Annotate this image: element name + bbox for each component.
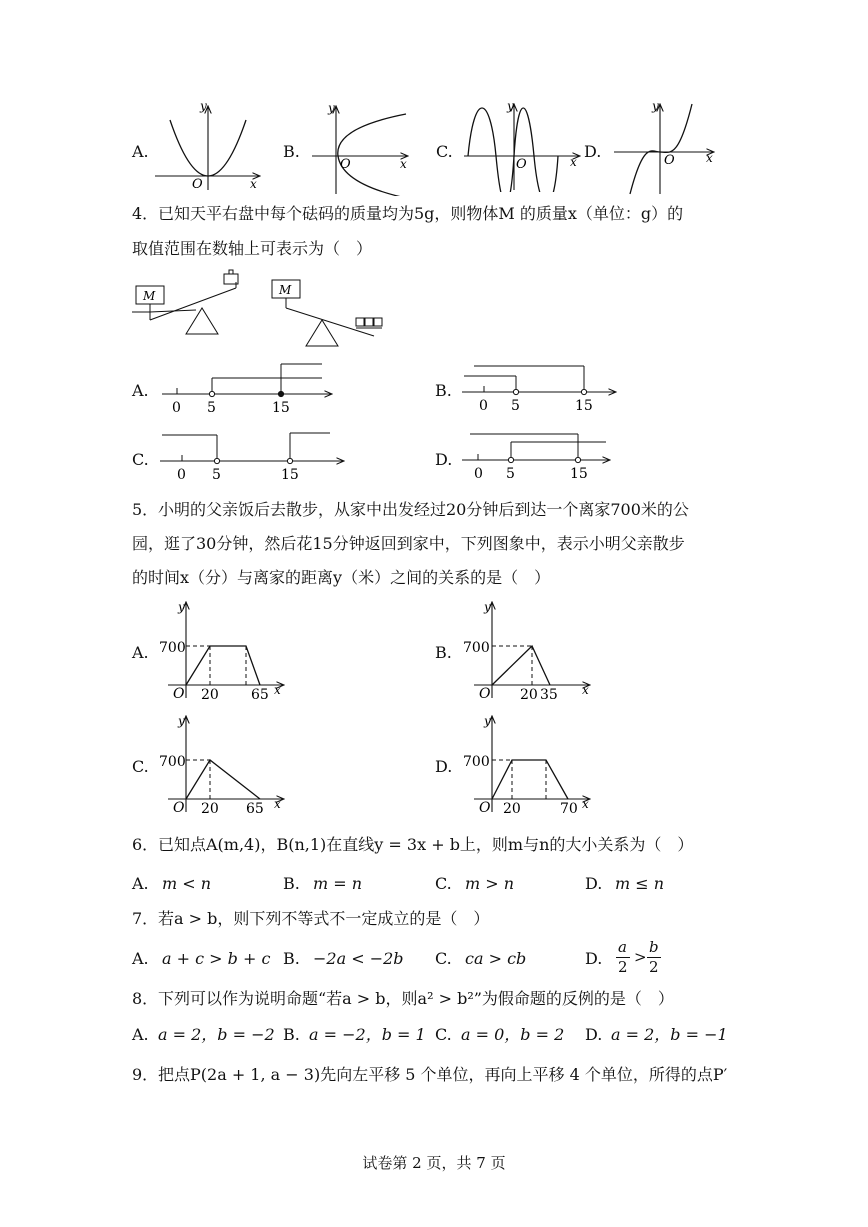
q9-stem: 把点P(2a + 1, a − 3)先向左平移 5 个单位，再向上平移 4 个单位，所得的点P′ [158, 1065, 728, 1084]
q4-d-tick-5: 5 [506, 466, 515, 482]
q5-d-y: y [484, 714, 491, 728]
q5-b-x: x [582, 683, 589, 697]
q5-a-700: 700 [159, 640, 186, 656]
q5-b-y: y [484, 600, 491, 614]
q7-d-num-a: a [618, 938, 627, 956]
q5-b-origin: O [479, 686, 491, 702]
q3-a-y-label: y [200, 100, 207, 113]
q5-graph-a [156, 598, 296, 703]
page-footer: 试卷第 2 页，共 7 页 [362, 1154, 506, 1172]
q5-graph-c [156, 712, 296, 817]
q3-d-y-label: y [652, 100, 659, 113]
q5-graph-b [460, 598, 600, 703]
q7-option-a-text: a + c > b + c [162, 949, 271, 968]
q7-number: 7． [132, 909, 159, 928]
q4-numberline-a [160, 358, 340, 418]
q4-b-tick-5: 5 [511, 398, 520, 414]
q4-c-tick-0: 0 [177, 467, 186, 483]
q8-option-b-letter: B. [283, 1025, 300, 1044]
q4-number: 4． [132, 204, 159, 223]
q3-b-x-label: x [400, 157, 407, 171]
q5-stem-line2: 园，逛了30分钟，然后花15分钟返回到家中，下列图象中，表示小明父亲散步 [132, 534, 685, 553]
q5-option-a-letter: A. [132, 643, 149, 662]
q8-option-c-letter: C. [435, 1025, 452, 1044]
q7-option-b-text: −2a < −2b [313, 949, 404, 968]
q3-option-d-letter: D. [584, 142, 602, 161]
q6-option-c-letter: C. [435, 874, 452, 893]
q5-d-x2: 70 [560, 801, 578, 817]
q5-stem-line1: 小明的父亲饭后去散步，从家中出发经过20分钟后到达一个离家700米的公 [158, 500, 689, 519]
q3-c-y-label: y [507, 100, 514, 113]
q8-stem: 下列可以作为说明命题“若a > b，则a² > b²”为假命题的反例的是（ ） [158, 989, 674, 1008]
q5-c-x: x [274, 797, 281, 811]
q3-graph-c [462, 100, 587, 192]
q8-option-b-text: a = −2，b = 1 [309, 1025, 426, 1044]
q5-number: 5． [132, 500, 159, 519]
q5-stem-line3: 的时间x（分）与离家的距离y（米）之间的关系的是（ ） [132, 568, 551, 587]
q4-numberline-c [158, 426, 353, 486]
q5-option-c-letter: C. [132, 757, 149, 776]
q4-option-a-letter: A. [132, 381, 149, 400]
q5-graph-d [460, 712, 600, 817]
q4-d-tick-0: 0 [474, 466, 483, 482]
q3-b-origin: O [340, 157, 351, 172]
q6-option-b-text: m = n [313, 874, 363, 893]
q4-balance-figures [126, 268, 396, 348]
q3-b-y-label: y [328, 101, 335, 115]
q8-option-d-text: a = 2，b = −1 [611, 1025, 728, 1044]
q6-option-b-letter: B. [283, 874, 300, 893]
q4-balance1-m: M [143, 289, 156, 303]
q9-number: 9． [132, 1065, 159, 1084]
q5-c-origin: O [173, 800, 185, 816]
q5-b-x1: 20 [520, 687, 538, 703]
q3-c-origin: O [516, 157, 527, 172]
q3-graph-a [150, 100, 270, 192]
q6-option-a-letter: A. [132, 874, 149, 893]
q4-c-tick-5: 5 [212, 467, 221, 483]
q7-stem: 若a > b，则下列不等式不一定成立的是（ ） [158, 909, 490, 928]
q5-a-x1: 20 [201, 687, 219, 703]
q4-b-tick-15: 15 [575, 398, 593, 414]
q5-d-origin: O [479, 800, 491, 816]
q4-b-tick-0: 0 [479, 398, 488, 414]
q7-d-num-b: b [649, 938, 659, 956]
q5-b-700: 700 [463, 640, 490, 656]
q4-a-tick-0: 0 [172, 400, 181, 416]
q8-option-c-text: a = 0，b = 2 [461, 1025, 565, 1044]
q3-a-origin: O [192, 177, 203, 192]
q4-c-tick-15: 15 [281, 467, 299, 483]
q5-a-origin: O [173, 686, 185, 702]
q7-option-c-letter: C. [435, 949, 452, 968]
q4-balance2-m: M [279, 283, 292, 297]
q5-option-b-letter: B. [435, 643, 452, 662]
q7-option-a-letter: A. [132, 949, 149, 968]
q5-c-x2: 65 [246, 801, 264, 817]
q7-option-d-letter: D. [585, 949, 603, 968]
q4-option-b-letter: B. [435, 381, 452, 400]
q5-d-x1: 20 [503, 801, 521, 817]
q4-numberline-d [460, 426, 620, 486]
q4-option-c-letter: C. [132, 450, 149, 469]
q7-option-b-letter: B. [283, 949, 300, 968]
q6-option-d-letter: D. [585, 874, 603, 893]
q8-number: 8． [132, 989, 159, 1008]
q3-a-x-label: x [250, 177, 257, 191]
q5-c-700: 700 [159, 754, 186, 770]
q3-option-a-letter: A. [132, 142, 149, 161]
q6-option-a-text: m < n [162, 874, 212, 893]
q5-c-y: y [178, 714, 185, 728]
q4-a-tick-15: 15 [272, 400, 290, 416]
q5-a-x: x [274, 683, 281, 697]
q5-a-y: y [178, 600, 185, 614]
q4-stem-line2: 取值范围在数轴上可表示为（ ） [132, 239, 373, 258]
q7-option-c-text: ca > cb [465, 949, 527, 968]
q3-d-x-label: x [706, 151, 713, 165]
q5-d-700: 700 [463, 754, 490, 770]
q8-option-d-letter: D. [585, 1025, 603, 1044]
q5-a-x2: 65 [251, 687, 269, 703]
q7-option-d-fraction [616, 938, 664, 978]
q4-stem-line1: 已知天平右盘中每个砝码的质量均为5g，则物体M 的质量x（单位：g）的 [158, 204, 684, 223]
q3-c-x-label: x [570, 155, 577, 169]
q7-d-den-a: 2 [618, 958, 628, 976]
q7-d-den-b: 2 [649, 958, 659, 976]
q5-d-x: x [582, 797, 589, 811]
q3-option-b-letter: B. [283, 142, 300, 161]
q4-numberline-b [460, 358, 625, 418]
q6-stem: 已知点A(m,4)，B(n,1)在直线y = 3x + b上，则m与n的大小关系为（ ） [158, 835, 694, 854]
q4-d-tick-15: 15 [570, 466, 588, 482]
q8-option-a-letter: A. [132, 1025, 149, 1044]
q6-number: 6． [132, 835, 159, 854]
q3-graph-d [612, 100, 722, 196]
q4-option-d-letter: D. [435, 450, 453, 469]
q3-d-origin: O [664, 153, 675, 168]
q6-option-d-text: m ≤ n [615, 874, 665, 893]
q3-graph-b [310, 100, 420, 196]
q5-c-x1: 20 [201, 801, 219, 817]
q3-option-c-letter: C. [436, 142, 453, 161]
q5-b-x2: 35 [540, 687, 558, 703]
q6-option-c-text: m > n [465, 874, 515, 893]
q8-option-a-text: a = 2，b = −2 [158, 1025, 275, 1044]
q5-option-d-letter: D. [435, 757, 453, 776]
q7-d-op: > [634, 948, 647, 966]
q4-a-tick-5: 5 [207, 400, 216, 416]
